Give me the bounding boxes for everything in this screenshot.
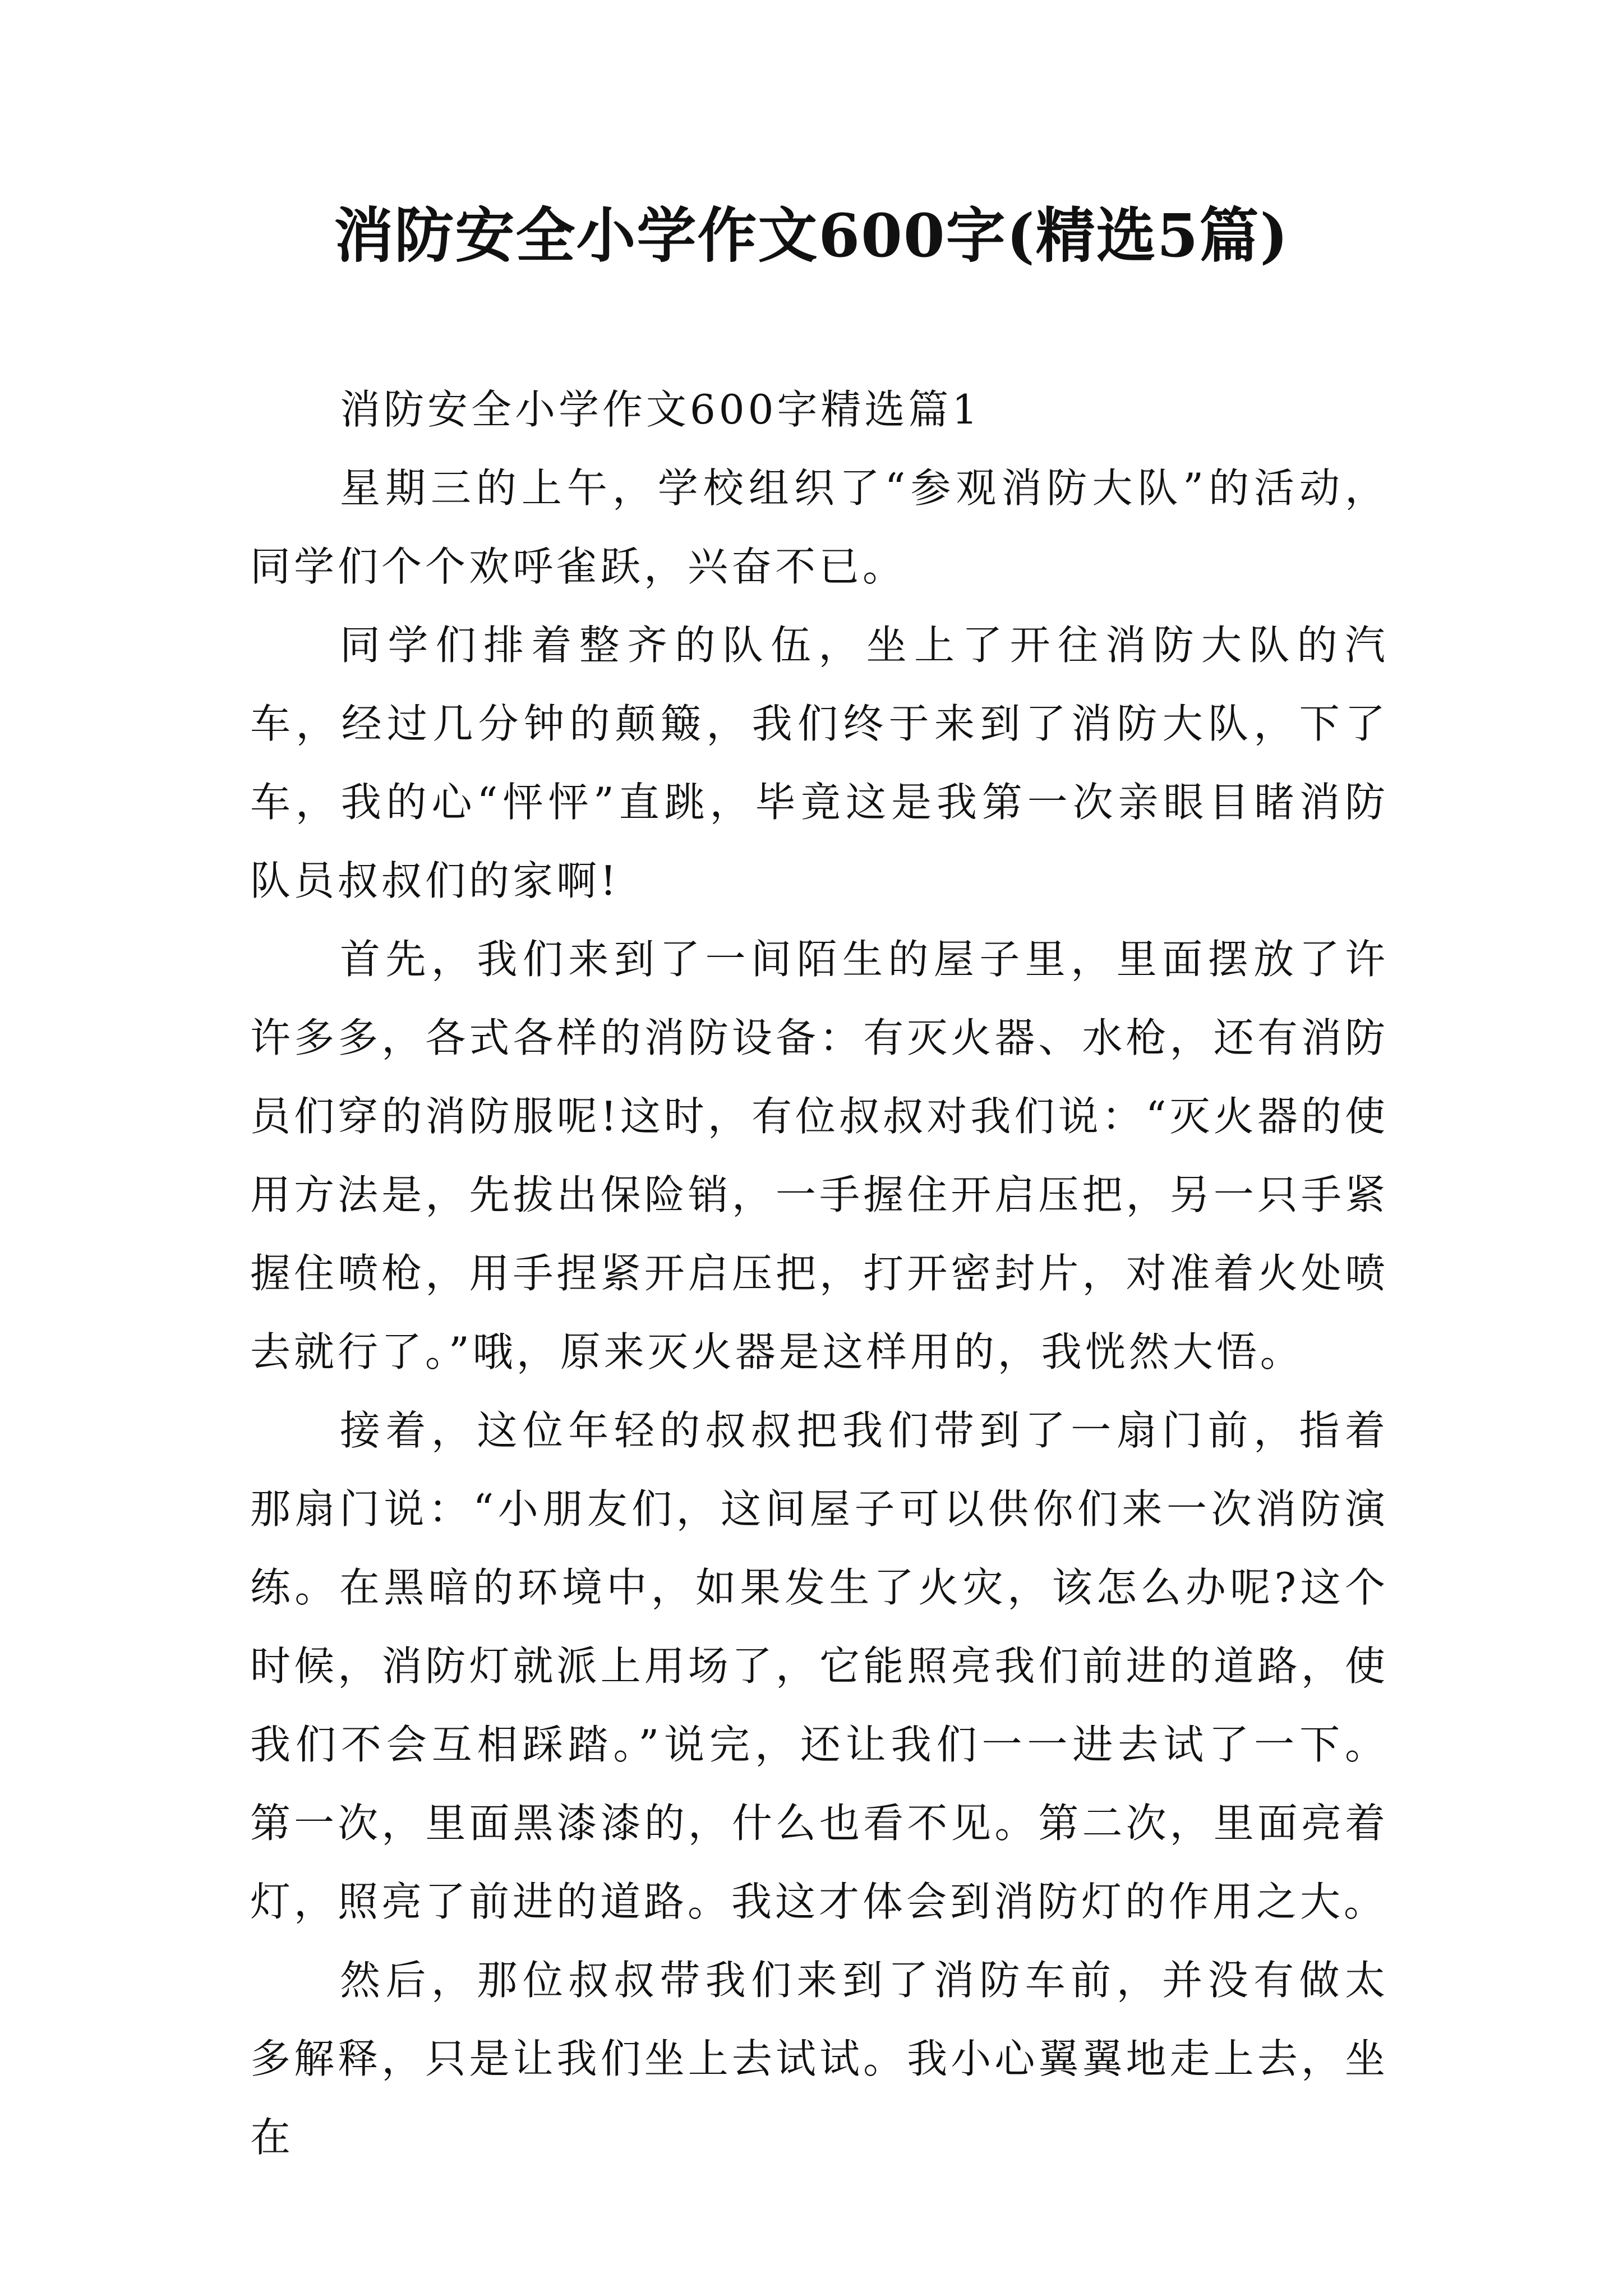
paragraph: 同学们排着整齐的队伍，坐上了开往消防大队的汽车，经过几分钟的颠簸，我们终于来到了消防大队，下了车，我的心“怦怦”直跳，毕竟这是我第一次亲眼目睹消防队员叔叔们的家啊!	[250, 622, 1389, 904]
paragraph: 然后，那位叔叔带我们来到了消防车前，并没有做太多解释，只是让我们坐上去试试。我小心翼翼地走上去，坐在	[250, 1957, 1389, 2161]
document-body	[250, 370, 1389, 2177]
section-heading: 消防安全小学作文600字精选篇1	[340, 386, 981, 433]
paragraph: 接着，这位年轻的叔叔把我们带到了一扇门前，指着那扇门说：“小朋友们，这间屋子可以供你们来一次消防演练。在黑暗的环境中，如果发生了火灾，该怎么办呢?这个时候，消防灯就派上用场了，它能照亮我们前进的道路，使我们不会互相踩踏。”说完，还让我们一一进去试了一下。第一次，里面黑漆漆的，什么也看不见。第二次，里面亮着灯，照亮了前进的道路。我这才体会到消防灯的作用之大。	[250, 1407, 1389, 1925]
paragraph: 首先，我们来到了一间陌生的屋子里，里面摆放了许许多多，各式各样的消防设备：有灭火器、水枪，还有消防员们穿的消防服呢!这时，有位叔叔对我们说：“灭火器的使用方法是，先拔出保险销，一手握住开启压把，另一只手紧握住喷枪，用手捏紧开启压把，打开密封片，对准着火处喷去就行了。”哦，原来灭火器是这样用的，我恍然大悟。	[250, 936, 1389, 1375]
paragraph: 星期三的上午，学校组织了“参观消防大队”的活动，同学们个个欢呼雀跃，兴奋不已。	[250, 464, 1389, 590]
document-title: 消防安全小学作文600字(精选5篇)	[334, 200, 1289, 270]
